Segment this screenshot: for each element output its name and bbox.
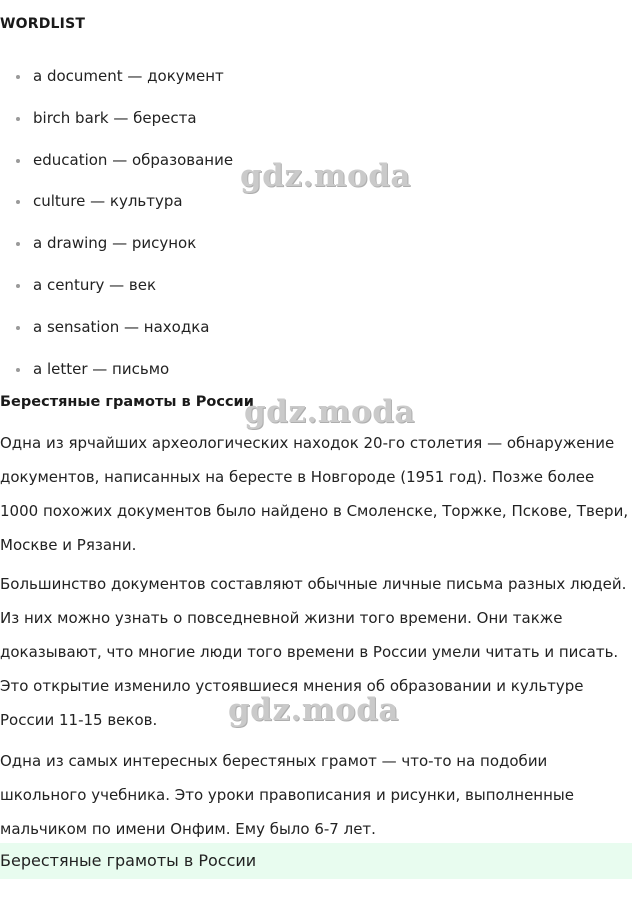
watermark-logo: gdz.moda <box>240 158 411 194</box>
bullet-icon <box>16 159 20 163</box>
bullet-icon <box>16 200 20 204</box>
wordlist-title: WORDLIST <box>0 16 86 32</box>
bullet-icon <box>16 326 20 330</box>
list-item-text: culture — культура <box>33 192 183 211</box>
list-item <box>0 181 233 223</box>
list-item <box>0 98 233 140</box>
list-item-text: a sensation — находка <box>33 317 210 336</box>
bullet-icon <box>16 284 20 288</box>
paragraph-2: Большинство документов составляют обычные личные письма разных людей. Из них можно узнать о повседневной жизни того времени. Они также доказывают, что многие люди того времени в России умели читать и писать. Это открытие изменило устоявшиеся мнения об образовании и культуре России 11-15 веков. <box>0 575 627 729</box>
paragraph-1: Одна из ярчайших археологических находок 20-го столетия — обнаружение документов, написанных на бересте в Новгороде (1951 год). Позже более 1000 похожих документов было найдено в Смоленске, Торжке, Пскове, Твери, Москве и Рязани. <box>0 434 629 554</box>
wordlist <box>0 56 233 390</box>
list-item <box>0 349 233 391</box>
list-item-text: a letter — письмо <box>33 359 170 378</box>
section-link-bar[interactable]: Берестяные грамоты в России <box>0 843 632 879</box>
bullet-icon <box>16 75 20 79</box>
paragraph-3: Одна из самых интересных берестяных грамот — что-то на подобии школьного учебника. Это уроки правописания и рисунки, выполненные мальчиком по имени Онфим. Ему было 6-7 лет. <box>0 752 574 838</box>
list-item-text: a drawing — рисунок <box>33 234 197 253</box>
list-item <box>0 307 233 349</box>
section-heading: Берестяные грамоты в России <box>0 394 254 410</box>
list-item-text: birch bark — береста <box>33 108 197 127</box>
watermark-logo: gdz.moda <box>244 394 415 430</box>
list-item <box>0 223 233 265</box>
watermark-logo: gdz.moda <box>228 692 399 728</box>
list-item-text: a century — век <box>33 275 157 294</box>
list-item-text: education — образование <box>33 150 234 169</box>
bullet-icon <box>16 117 20 121</box>
list-item <box>0 140 233 182</box>
bullet-icon <box>16 368 20 372</box>
list-item <box>0 56 233 98</box>
list-item <box>0 265 233 307</box>
list-item-text: a document — документ <box>33 67 224 85</box>
bullet-icon <box>16 242 20 246</box>
